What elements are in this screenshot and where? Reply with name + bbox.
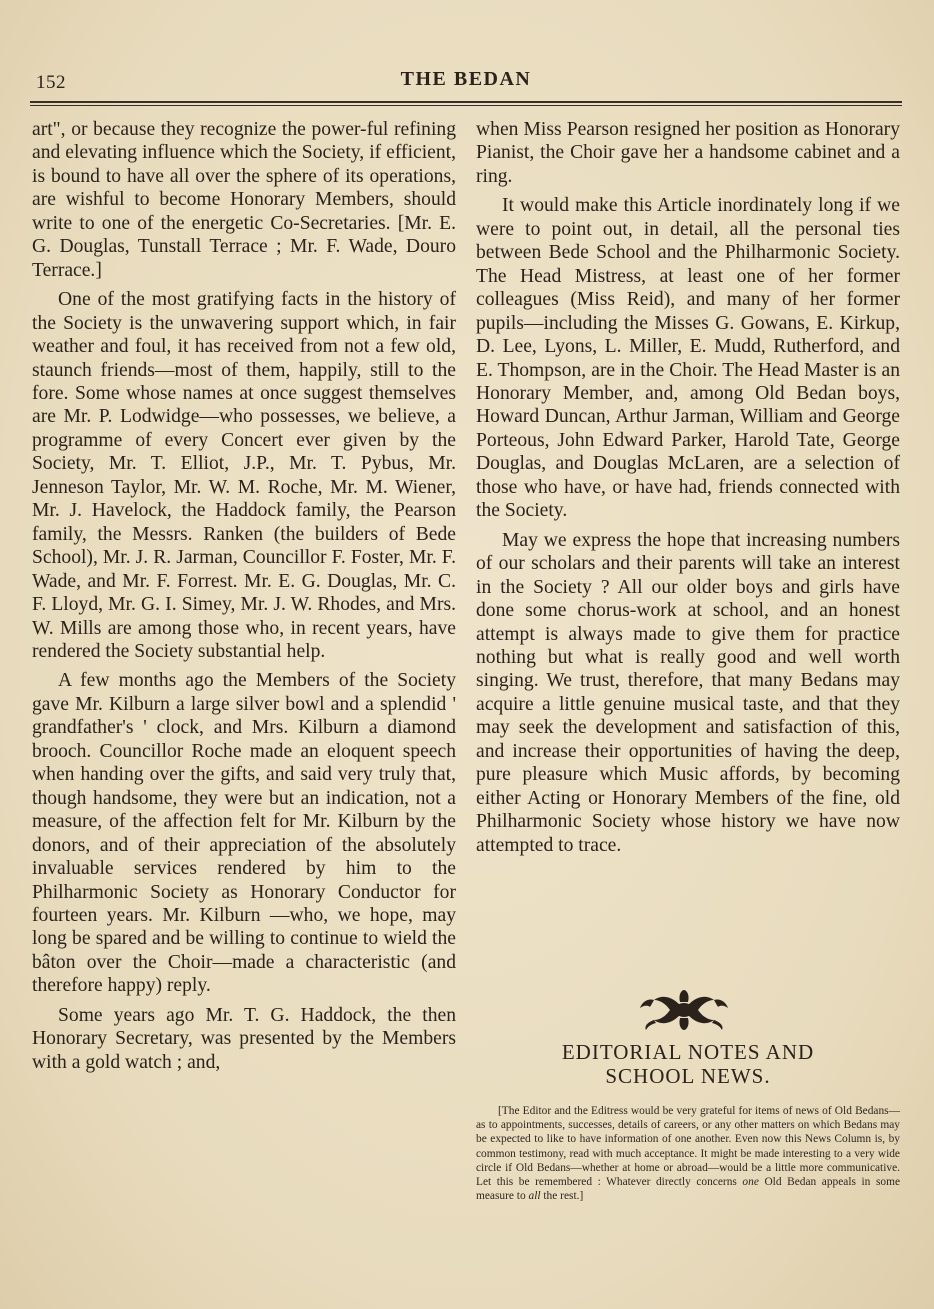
note-emphasis-one: one [742, 1176, 759, 1189]
right-paragraph-3: May we express the hope that increasing numbers of our scholars and their parents will take an interest in the Society ? All our older boys and girls have done some chorus-work at school, and an honest attempt is always made to give them for practice nothing but what is really good and well worth singing. We trust, therefore, that many Bedans may acquire a little genuine musical taste, and that they may seek the development and satisfaction of this, and increase their opportunities of having the deep, pure pleasure which Music affords, by becoming either Acting or Honorary Members of the fine, old Philharmonic Society whose history we have now attempted to trace. [476, 529, 900, 856]
left-paragraph-4: Some years ago Mr. T. G. Haddock, the then Honorary Secretary, was presented by the Members with a gold watch ; and, [32, 1004, 456, 1073]
page-number: 152 [36, 72, 66, 93]
section-title-line-1: EDITORIAL NOTES AND [561, 1040, 815, 1064]
left-paragraph-3: A few months ago the Members of the Society gave Mr. Kilburn a large silver bowl and a splendid ' grandfather's ' clock, and Mrs. Kilburn a diamond brooch. Councillor Roche made an eloquent speech when handing over the gifts, and said very truly that, though handsome, they were but an indication, not a measure, of the affection felt for Mr. Kilburn by the donors, and of their appreciation of the absolutely invaluable services rendered by him to the Philharmonic Society as Honorary Conductor for fourteen years. Mr. Kilburn —who, we hope, may long be spared and be willing to continue to wield the bâton over the Choir—made a characteristic (and therefore happy) reply. [32, 670, 456, 997]
header-rule [30, 101, 902, 106]
left-paragraph-1: art", or because they recognize the power-ful refining and elevating influence which the Society, if efficient, is bound to have all over the sphere of its operations, are wishful to become Honorary Members, should write to one of the energetic Co-Secretaries. [Mr. E. G. Douglas, Tunstall Terrace ; Mr. F. Wade, Douro Terrace.] [32, 119, 456, 281]
running-head: THE BEDAN [400, 68, 532, 90]
section-title-line-2: SCHOOL NEWS. [605, 1064, 771, 1088]
editorial-note [476, 1104, 900, 1203]
note-text-1: [The Editor and the Editress would be very grateful for items of news of Old Bedans—as to appointments, successes, details of careers, or any other matters on which Bedans may be expected to like to have information of one another. Even now this News Column is, by common testimony, read with much acceptance. It might be made interesting to a very wide circle if Old Bedans—whether at home or abroad—would be a little more communicative. Let this be remembered : Whatever directly concerns [476, 1105, 900, 1189]
right-paragraph-1: when Miss Pearson resigned her position as Honorary Pianist, the Choir gave her a handsome cabinet and a ring. [476, 119, 900, 187]
section-title [476, 1040, 900, 1088]
left-column [32, 118, 456, 1074]
left-paragraph-2: One of the most gratifying facts in the history of the Society is the unwavering support which, in fair weather and foul, it has received from not a few old, staunch friends—most of them, happily, still to the fore. Some whose names at once suggest themselves are Mr. P. Lodwidge—who possesses, we believe, a programme of every Concert ever given by the Society, Mr. T. Elliot, J.P., Mr. T. Pybus, Mr. Jenneson Taylor, Mr. W. M. Roche, Mr. M. Wiener, Mr. J. Havelock, the Haddock family, the Pearson family, the Messrs. Ranken (the builders of Bede School), Mr. J. R. Jarman, Councillor F. Foster, Mr. F. Wade, and Mr. F. Forrest. Mr. E. G. Douglas, Mr. C. F. Lloyd, Mr. G. I. Simey, Mr. J. W. Rhodes, and Mrs. W. Mills are among those who, in recent years, have rendered the Society substantial help. [32, 289, 456, 662]
note-text-2: Old Bedan appeals in some measure to [476, 1176, 900, 1203]
right-paragraph-2: It would make this Article inordinately long if we were to point out, in detail, all the personal ties between Bede School and the Philharmonic Society. The Head Mistress, at least one of her former colleagues (Miss Reid), and many of her former pupils—including the Misses G. Gowans, E. Kirkup, D. Lee, Lyons, L. Miller, E. Mudd, Rutherford, and E. Thompson, are in the Choir. The Head Master is an Honorary Member, and, among Old Bedan boys, Howard Duncan, Arthur Jarman, William and George Porteous, John Edward Parker, Harold Tate, George Douglas, and Douglas McLaren, are a selection of those who have, or have had, friends connected with the Society. [476, 195, 900, 522]
page-header [30, 64, 902, 94]
right-column [476, 118, 900, 857]
note-text-3: the rest.] [540, 1190, 584, 1203]
note-emphasis-all: all [528, 1190, 541, 1203]
floral-fleuron-icon [636, 988, 732, 1032]
